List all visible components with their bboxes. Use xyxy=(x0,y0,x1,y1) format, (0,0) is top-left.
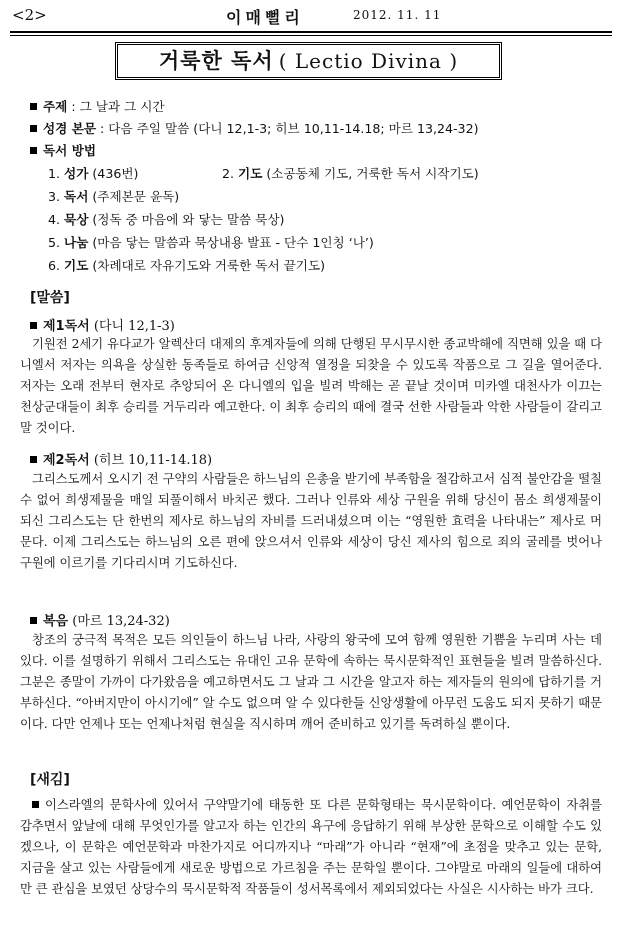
reading-title: 제1독서 xyxy=(43,319,90,334)
square-bullet-icon xyxy=(30,322,37,329)
reading-ref: (마르 13,24-32) xyxy=(68,614,170,629)
square-bullet-icon xyxy=(30,147,37,154)
newsletter-header xyxy=(0,0,622,40)
method-step xyxy=(48,163,138,182)
method-step xyxy=(48,209,284,228)
step-label: 기도 xyxy=(238,166,263,181)
page-title xyxy=(115,42,502,80)
step-number: 2. xyxy=(222,166,235,181)
reading-ref: (다니 12,1-3) xyxy=(89,319,175,334)
square-bullet-icon xyxy=(30,617,37,624)
step-label: 묵상 xyxy=(64,212,89,227)
step-detail: (소공동체 기도, 거룩한 독서 시작기도) xyxy=(262,166,479,181)
reading-title: 복음 xyxy=(43,614,69,629)
scripture-line xyxy=(30,118,479,137)
reading-title: 제2독서 xyxy=(43,453,90,468)
newsletter-name: 이매뻘리 xyxy=(226,8,304,27)
method-step xyxy=(48,186,179,205)
title-korean: 거룩한 독서 xyxy=(158,49,274,73)
theme-text: : 그 날과 그 시간 xyxy=(67,99,165,114)
step-number: 5. xyxy=(48,235,61,250)
method-step xyxy=(222,163,479,182)
step-detail: (주제본문 윤독) xyxy=(88,189,180,204)
page-number: <2> xyxy=(12,6,47,24)
step-label: 나눔 xyxy=(64,235,89,250)
reading-ref: (히브 10,11-14.18) xyxy=(89,453,213,468)
reading-1-text: 기원전 2세기 유다교가 알렉산더 대제의 후계자들에 의해 단행된 무시무시한 종교박해에 직면해 있을 때 다니엘서 저자는 의욕을 상실한 동족들로 하여금 신앙적 열정을 되찾을 수 있도록 작품으로 그 길을 열어준다. 저자는 오래 전부터 현자로 추앙되어 온 다니엘의 입을 빌려 박해는 곧 끝날 것이며 미카엘 대천사가 이끄는 천상군대들이 최후 승리를 거두리라 예고한다. 이 최후 승리의 때에 결국 선한 사람들과 악한 사람들이 갈리고 말 것이다. xyxy=(20,337,602,435)
reading-1-heading xyxy=(30,315,175,334)
method-label: 독서 방법 xyxy=(43,143,97,158)
theme-label: 주제 xyxy=(43,99,68,114)
issue-date: 2012. 11. 11 xyxy=(353,8,442,22)
step-detail: (정독 중 마음에 와 닿는 말씀 묵상) xyxy=(88,212,285,227)
reflection-text: 이스라엘의 문학사에 있어서 구약말기에 태동한 또 다른 문학형태는 묵시문학이다. 예언문학이 자취를 감추면서 앞날에 대해 무엇인가를 알고자 하는 인간의 욕구에 응답하기 위해 부상한 문학으로 이해할 수도 있겠으나, 이 문학은 예언문학과 마찬가지로 어디까지나 “마래”가 아니라 “현재”에 초점을 맞추고 있는 문학, 지금을 살고 있는 사람들에게 새로운 방법으로 가르침을 주는 문학일 뿐이다. 그야말로 마래의 일들에 대하여만 큰 관심을 보였던 상당수의 묵시문학적 작품들이 성서목록에서 제외되었다는 사실은 시사하는 바가 크다. xyxy=(20,798,602,896)
step-number: 4. xyxy=(48,212,61,227)
method-line xyxy=(30,140,96,159)
step-number: 1. xyxy=(48,166,61,181)
step-detail: (차례대로 자유기도와 거룩한 독서 끝기도) xyxy=(88,258,326,273)
reading-2-text: 그리스도께서 오시기 전 구약의 사람들은 하느님의 은총을 받기에 부족함을 절감하고서 심적 불안감을 떨칠 수 없어 희생제물을 매일 되풀이해서 바치곤 했다. 그러나 인류와 세상 구원을 위해 당신이 몸소 희생제물이 되신 그리스도는 단 한번의 제사로 하느님의 자비를 드러내셨으며 이는 “영원한 효력을 나타내는” 제사로 머문다. 이제 그리스도는 하느님의 오른 편에 앉으셔서 인류와 세상이 당신 제사의 힘으로 죄의 굴레를 벗어나 구원에 이르기를 기다리시며 기도하신다. xyxy=(20,472,602,570)
step-number: 3. xyxy=(48,189,61,204)
step-label: 성가 xyxy=(64,166,89,181)
scripture-text: : 다음 주일 말씀 (다니 12,1-3; 히브 10,11-14.18; 마르 13,24-32) xyxy=(96,121,479,136)
word-section-heading: [말씀] xyxy=(30,290,70,306)
header-divider xyxy=(10,31,612,33)
square-bullet-icon xyxy=(30,103,37,110)
title-latin: ( Lectio Divina ) xyxy=(278,49,459,73)
reading-2-heading xyxy=(30,449,212,468)
step-detail: (436번) xyxy=(88,166,139,181)
square-bullet-icon xyxy=(32,801,39,808)
gospel-text: 창조의 궁극적 목적은 모든 의인들이 하느님 나라, 사랑의 왕국에 모여 함께 영원한 기쁨을 누리며 사는 데 있다. 이를 설명하기 위해서 그리스도는 유대인 고유 문학에 속하는 묵시문학적인 표현들을 빌려 말씀하신다. 그분은 종말이 가까이 다가왔음을 예고하면서도 그 날과 그 시간을 알고자 하는 제자들의 원의에 답하기를 거부하신다. “아버지만이 아시기에” 알 수도 없으며 알 수 있다한들 신앙생활에 아무런 도움도 되지 못하기 때문이다. 다만 언제나 또는 언제나처럼 현실을 직시하며 깨어 준비하고 있기를 독려하실 뿐이다. xyxy=(20,633,602,731)
step-label: 독서 xyxy=(64,189,89,204)
gospel-heading xyxy=(30,610,170,629)
step-detail: (마음 닿는 말씀과 묵상내용 발표 - 단수 1인칭 ‘나’) xyxy=(88,235,374,250)
square-bullet-icon xyxy=(30,125,37,132)
square-bullet-icon xyxy=(30,456,37,463)
method-step xyxy=(48,232,374,251)
step-label: 기도 xyxy=(64,258,89,273)
step-number: 6. xyxy=(48,258,61,273)
header-divider-thin xyxy=(10,35,612,36)
reflection-heading: [새김] xyxy=(30,772,70,788)
method-step xyxy=(48,255,325,274)
scripture-label: 성경 본문 xyxy=(43,121,97,136)
theme-line xyxy=(30,96,165,115)
